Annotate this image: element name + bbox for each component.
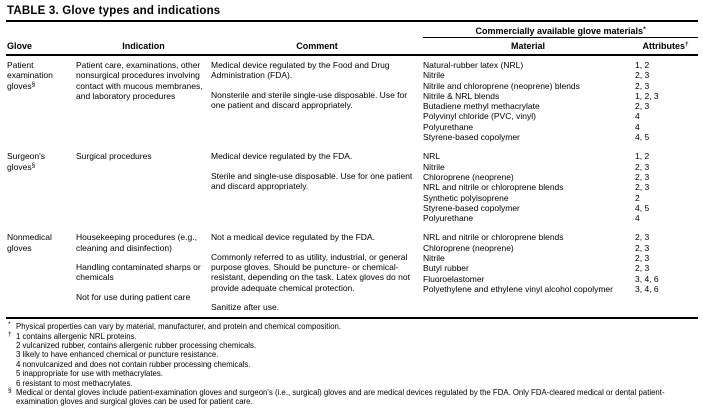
footnote: [7, 388, 698, 407]
comment-paragraph: Sterile and single-use disposable. Use for one patient and discard appropriately.: [211, 170, 413, 191]
material-attributes: 2, 3: [635, 171, 650, 182]
material-name: Butadiene methyl methacrylate: [423, 101, 540, 112]
glove-type-label: Surgeon's gloves: [7, 151, 46, 172]
material-attributes: 2, 3: [635, 242, 650, 253]
attributes-cell: [633, 228, 698, 318]
material-name: Polyvinyl chloride (PVC, vinyl): [423, 111, 536, 122]
attributes-cell: [633, 147, 698, 228]
footnote: [7, 379, 698, 388]
material-attributes: 2, 3: [635, 101, 650, 112]
material-name: Synthetic polyisoprene: [423, 192, 509, 203]
material-name: Nitrile and chloroprene (neoprene) blends: [423, 80, 580, 91]
material-name: Polyurethane: [423, 121, 474, 132]
asterisk-footnote-marker: *: [643, 26, 646, 33]
indication-paragraph: Patient care, examinations, other nonsurgical procedures involving contact with mucous membranes, and laboratory procedures: [76, 60, 203, 101]
footnote-text: 5 inappropriate for use with methacrylates.: [16, 369, 163, 379]
footnote-text: 4 nonvulcanized and does not contain rubber processing chemicals.: [16, 359, 251, 369]
material-attributes: 2, 3: [635, 182, 650, 193]
footnote-text: Physical properties can vary by material, manufacturer, and protein and chemical composition.: [16, 322, 342, 332]
material-name: Styrene-based copolymer: [423, 202, 520, 213]
material-name: Nitrile: [423, 70, 445, 81]
footnote: [7, 332, 698, 341]
footnotes: [6, 319, 698, 407]
footnote: [7, 350, 698, 359]
material-name: NRL and nitrile or chloroprene blends: [423, 182, 564, 193]
indication-cell: [76, 228, 211, 318]
material-attributes: 2, 3: [635, 161, 650, 172]
column-header-row: [6, 38, 698, 56]
footnote-marker: §: [8, 387, 12, 395]
group-header-label: Commercially available glove materials: [475, 26, 644, 36]
footnote-text: 1 contains allergenic NRL proteins.: [16, 331, 137, 341]
indication-paragraph: Surgical procedures: [76, 151, 152, 162]
glove-table: [6, 22, 698, 319]
attributes-header-label: Attributes: [642, 41, 685, 51]
material-attributes: 3, 4, 6: [635, 283, 659, 294]
material-attributes: 2, 3: [635, 70, 650, 81]
comment-paragraph: Medical device regulated by the Food and Drug Administration (FDA).: [211, 60, 390, 81]
glove-table-body: [6, 55, 698, 318]
table-row: [6, 55, 698, 147]
table-header: [6, 22, 698, 55]
materials-cell: [423, 228, 633, 318]
glove-type-cell: [6, 55, 76, 147]
materials-cell: [423, 55, 633, 147]
material-attributes: 2, 3: [635, 232, 650, 243]
comment-cell: [211, 55, 423, 147]
footnote-marker: *: [8, 321, 11, 329]
material-name: NRL: [423, 151, 441, 162]
indication-paragraph: Not for use during patient care: [76, 291, 191, 302]
indication-paragraph: Handling contaminated sharps or chemicals: [76, 262, 201, 283]
comment-paragraph: Commonly referred to as utility, industrial, or general purpose gloves. Should be puncture- or chemical-resistant, depending on the task. Latex gloves do not provide adequate chemical protection.: [211, 251, 410, 293]
material-name: Styrene-based copolymer: [423, 132, 520, 143]
footnote-text: Medical or dental gloves include patient-examination gloves and surgeon's (i.e., surgical) gloves and are medical devices regulated by the FDA. Only FDA-cleared medical or dental patient-examination gloves and surgical gloves can be used for patient care.: [16, 388, 665, 407]
material-name: Polyurethane: [423, 213, 474, 224]
material-attributes: 2, 3: [635, 263, 650, 274]
footnote-marker: †: [8, 330, 12, 338]
comment-paragraph: Sanitize after use.: [211, 301, 280, 312]
material-name: Nitrile: [423, 161, 445, 172]
group-header-row: [6, 22, 698, 38]
comment-paragraph: Not a medical device regulated by the FDA.: [211, 232, 375, 243]
material-name: Nitrile & NRL blends: [423, 90, 500, 101]
comment-paragraph: Nonsterile and sterile single-use disposable. Use for one patient and discard appropriately.: [211, 89, 408, 110]
footnote: [7, 369, 698, 378]
glove-type-cell: [6, 228, 76, 318]
material-attributes: 1, 2: [635, 151, 650, 162]
material-name: Butyl rubber: [423, 263, 469, 274]
table-title: TABLE 3. Glove types and indications: [6, 2, 698, 22]
footnote-text: 2 vulcanized rubber, contains allergenic rubber processing chemicals.: [16, 341, 257, 351]
material-attributes: 2: [635, 192, 640, 203]
material-attributes: 3, 4, 6: [635, 273, 659, 284]
material-attributes: 1, 2, 3: [635, 90, 659, 101]
material-name: Natural-rubber latex (NRL): [423, 60, 524, 70]
indication-cell: [76, 55, 211, 147]
col-header-attributes: [633, 38, 698, 56]
material-name: Nitrile: [423, 253, 445, 264]
material-attributes: 2, 3: [635, 253, 650, 264]
glove-type-label: Nonmedical gloves: [7, 232, 52, 253]
dagger-footnote-marker: †: [684, 41, 689, 48]
group-header: [423, 22, 698, 38]
glove-type-cell: [6, 147, 76, 228]
material-name: Chloroprene (neoprene): [423, 171, 514, 182]
footnote: [7, 341, 698, 350]
material-name: NRL and nitrile or chloroprene blends: [423, 232, 564, 243]
footnote: [7, 360, 698, 369]
footnote: [7, 322, 698, 331]
material-attributes: 4, 5: [635, 202, 650, 213]
comment-paragraph: Medical device regulated by the FDA.: [211, 151, 353, 162]
indication-cell: [76, 147, 211, 228]
material-attributes: 4: [635, 111, 640, 122]
material-attributes: 1, 2: [635, 60, 650, 70]
material-name: Chloroprene (neoprene): [423, 242, 514, 253]
comment-cell: [211, 228, 423, 318]
col-header-glove: Glove: [6, 38, 76, 56]
material-name: Polyethylene and ethylene vinyl alcohol copolymer: [423, 283, 613, 294]
indication-paragraph: Housekeeping procedures (e.g., cleaning and disinfection): [76, 232, 197, 253]
material-name: Fluoroelastomer: [423, 273, 485, 284]
section-footnote-marker: §: [31, 80, 36, 88]
section-footnote-marker: §: [31, 161, 36, 169]
material-attributes: 4: [635, 121, 640, 132]
col-header-material: Material: [423, 38, 633, 56]
footnote-text: 3 likely to have enhanced chemical or puncture resistance.: [16, 350, 219, 360]
material-attributes: 4: [635, 213, 640, 224]
table-row: [6, 228, 698, 318]
footnote-text: 6 resistant to most methacrylates.: [16, 378, 133, 388]
col-header-comment: Comment: [211, 38, 423, 56]
glove-type-label: Patient examination gloves: [7, 60, 53, 91]
col-header-indication: Indication: [76, 38, 211, 56]
table-row: [6, 147, 698, 228]
material-attributes: 2, 3: [635, 80, 650, 91]
materials-cell: [423, 147, 633, 228]
group-header-spacer: [6, 22, 423, 38]
material-attributes: 4, 5: [635, 132, 650, 143]
comment-cell: [211, 147, 423, 228]
attributes-cell: [633, 55, 698, 147]
